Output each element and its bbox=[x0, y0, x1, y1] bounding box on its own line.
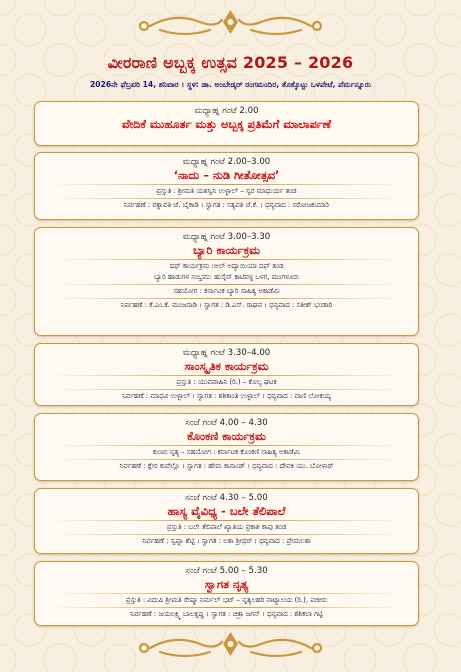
event-card bbox=[34, 101, 419, 146]
event-detail-line: ಕುಣಬಿ ನೃತ್ಯ – ಸಹಯೋಗ : ಕರ್ನಾಟಕ ಕೊಂಕಣಿ ಸಾಹಿತ್ಯ ಅಕಾಡೆಮಿ bbox=[152, 448, 301, 456]
event-detail-line: ಪ್ರಸ್ತುತಿ : ವಿದುಷಿ ಶ್ರೀಮತಿ ರೇಷ್ಮಾ ನಿರ್ಮಲ್ ಭಟ್ – ನೃತ್ಯಲಹರಿ ನಾಟ್ಯಾಲಯ (ರಿ.), ಪಜೀರು bbox=[125, 596, 328, 604]
divider bbox=[47, 459, 407, 460]
event-time: ಮಧ್ಯಾಹ್ನ ಗಂಟೆ 3.30–4.00 bbox=[182, 348, 271, 358]
event-detail-line: ಪ್ರಸ್ತುತಿ : ಶ್ರೀಮತಿ ಯಶಸ್ವಿನಿ ಉಳ್ಳಾಲ್ – ಸ್ವರ ಮಾಧುರ್ಯ ತಂಡ bbox=[156, 187, 297, 195]
divider bbox=[47, 184, 407, 185]
event-card bbox=[34, 227, 419, 336]
event-time: ಮಧ್ಯಾಹ್ನ ಗಂಟೆ 2.00 bbox=[194, 106, 259, 116]
event-time: ಮಧ್ಯಾಹ್ನ ಗಂಟೆ 3.00–3.30 bbox=[182, 232, 271, 242]
event-detail-line: ಸಹಯೋಗ : ಕರ್ನಾಟಕ ಬ್ಯಾರಿ ಸಾಹಿತ್ಯ ಅಕಾಡೆಮಿ bbox=[173, 287, 280, 295]
event-card bbox=[34, 152, 419, 220]
event-heading: ‘ನಾದು – ನುಡಿ ಗೀತೋತ್ಸವ’ bbox=[173, 168, 280, 182]
bottom-ornament bbox=[0, 628, 461, 668]
event-detail-line: ನಿರ್ವಹಣೆ : ರತ್ನಾವತಿ ಜೆ. ಬೈಕಾಡಿ । ಸ್ವಾಗತ : ಸತ್ಯವತಿ ಜೆ.ಕೆ. । ಧನ್ಯವಾದ : ಸರೋಜಕುಮಾರಿ bbox=[124, 201, 329, 209]
event-heading: ಹಾಸ್ಯ ವೈವಿಧ್ಯ - ಬಲೇ ತೆಲಿಪಾಲೆ bbox=[167, 504, 286, 518]
divider bbox=[47, 198, 407, 199]
event-detail-line: ಪ್ರಸ್ತುತಿ : ಯುವವಾಹಿನಿ (ರಿ.) – ಕೊಲ್ಯ ಘಟಕ bbox=[176, 378, 277, 386]
divider bbox=[47, 298, 407, 299]
event-detail-line: ಬ್ಯಾರಿ ಹಾಡುಗಳ ಸಂಭ್ರಮ: ಹುಸೈನ್ ಕಾಟಿಪಳ್ಳ ಬಳಗ, ಮಂಗಳೂರು bbox=[153, 273, 300, 281]
divider bbox=[47, 375, 407, 376]
divider bbox=[47, 607, 407, 608]
event-time: ಸಂಜೆ ಗಂಟೆ 4.00 – 4.30 bbox=[185, 418, 268, 428]
event-detail-line: ನಿರ್ವಹಣೆ : ಜಯಲಕ್ಷ್ಮಿ ಬಾಲಕೃಷ್ಣ । ಸ್ವಾಗತ : ಚಿತ್ರಾ ಜಗನ್ । ಧನ್ಯವಾದ : ಶಶಿಕಲಾ ಗಟ್ಟಿ bbox=[130, 610, 323, 618]
divider bbox=[47, 389, 407, 390]
event-detail-line: ನಿರ್ವಹಣೆ : ಮಾಧವಿ ಉಳ್ಳಾಲ್ । ಸ್ವಾಗತ : ಶಶಿಕಾಂತಿ ಉಳ್ಳಾಲ್ । ಧನ್ಯವಾದ : ವಾಣಿ ಲೋಕಯ್ಯ bbox=[122, 392, 331, 400]
event-card bbox=[34, 413, 419, 481]
divider bbox=[47, 259, 407, 260]
event-detail-line: ನಿರ್ವಹಣೆ : ಕ್ಲೇರ ಕುವೆಲ್ಲೊ । ಸ್ವಾಗತ : ಹೇಮ ಕಾಸಾಂಡ್ । ಧನ್ಯವಾದ : ದೇವಕಿ ಯು. ಬೋಳಾರ್ bbox=[119, 462, 334, 470]
event-heading: ಸ್ವಾಗತ ನೃತ್ಯ bbox=[204, 577, 249, 591]
event-venue-date: 2026ನೇ ಫೆಬ್ರವರಿ 14, ಶನಿವಾರ । ಸ್ಥಳ: ಡಾ. ಅಂಬೇಡ್ಕರ್ ರಂಗಮಂದಿರ, ತೊಕ್ಕೊಟ್ಟು ಒಳಪೇಟೆ, ಪೆರ್ಮನ್ನೂರು bbox=[89, 80, 372, 89]
divider bbox=[47, 534, 407, 535]
event-time: ಸಂಜೆ ಗಂಟೆ 5.00 – 5.30 bbox=[185, 566, 268, 576]
event-detail-line: ನಿರ್ವಹಣೆ : ಕೆ.ಎಂ.ಕೆ. ಮಂಜನಾಡಿ । ಸ್ವಾಗತ : ಡಿ.ಎಸ್. ರಾಘವ । ಧನ್ಯವಾದ : ಸತೀಶ್ ಭಂಡಾರಿ bbox=[120, 301, 333, 309]
event-card bbox=[34, 488, 419, 554]
divider bbox=[47, 445, 407, 446]
event-heading: ವೇದಿಕೆ ಮುಹೂರ್ತ ಮತ್ತು ಅಬ್ಬಕ್ಕ ಪ್ರತಿಮೆಗೆ ಮಾಲಾರ್ಪಣೆ bbox=[121, 117, 332, 131]
event-detail-line: ದಫ್ ಕಾರ್ಯಕ್ರಮ :ಅಲ್ ಅದ್ಯಾಯಿಯಾ ದಫ್ ತಂಡ bbox=[169, 262, 284, 270]
event-time: ಮಧ್ಯಾಹ್ನ ಗಂಟೆ 2.00–3.00 bbox=[182, 157, 271, 167]
event-card bbox=[34, 343, 419, 406]
event-card bbox=[34, 561, 419, 626]
top-ornament bbox=[0, 4, 461, 44]
divider bbox=[47, 284, 407, 285]
event-heading: ಸಾಂಸ್ಕೃತಿಕ ಕಾರ್ಯಕ್ರಮ bbox=[184, 359, 269, 373]
event-heading: ಕೊಂಕಣಿ ಕಾರ್ಯಕ್ರಮ bbox=[187, 429, 266, 443]
divider bbox=[47, 593, 407, 594]
divider bbox=[47, 520, 407, 521]
page-title: ವೀರರಾಣಿ ಅಬ್ಬಕ್ಕ ಉತ್ಸವ 2025 – 2026 bbox=[107, 53, 354, 72]
event-time: ಸಂಜೆ ಗಂಟೆ 4.30 – 5.00 bbox=[185, 493, 268, 503]
event-heading: ಬ್ಯಾರಿ ಕಾರ್ಯಕ್ರಮ bbox=[192, 243, 261, 257]
event-detail-line: ನಿರ್ವಹಣೆ : ಸ್ವಪ್ನಾ ಶೆಟ್ಟಿ । ಸ್ವಾಗತ : ಲತಾ ಶ್ರೀಧರ್ । ಧನ್ಯವಾದ : ಪ್ರೇಮಲತಾ bbox=[142, 537, 311, 545]
event-detail-line: ಪ್ರಸ್ತುತಿ : ಬಲೇ ತೆಲಿಪಾಲೆ ಖ್ಯಾತಿಯ ಪ್ರಕಾಶ ಕಾಪು ತಂಡ bbox=[166, 523, 287, 531]
